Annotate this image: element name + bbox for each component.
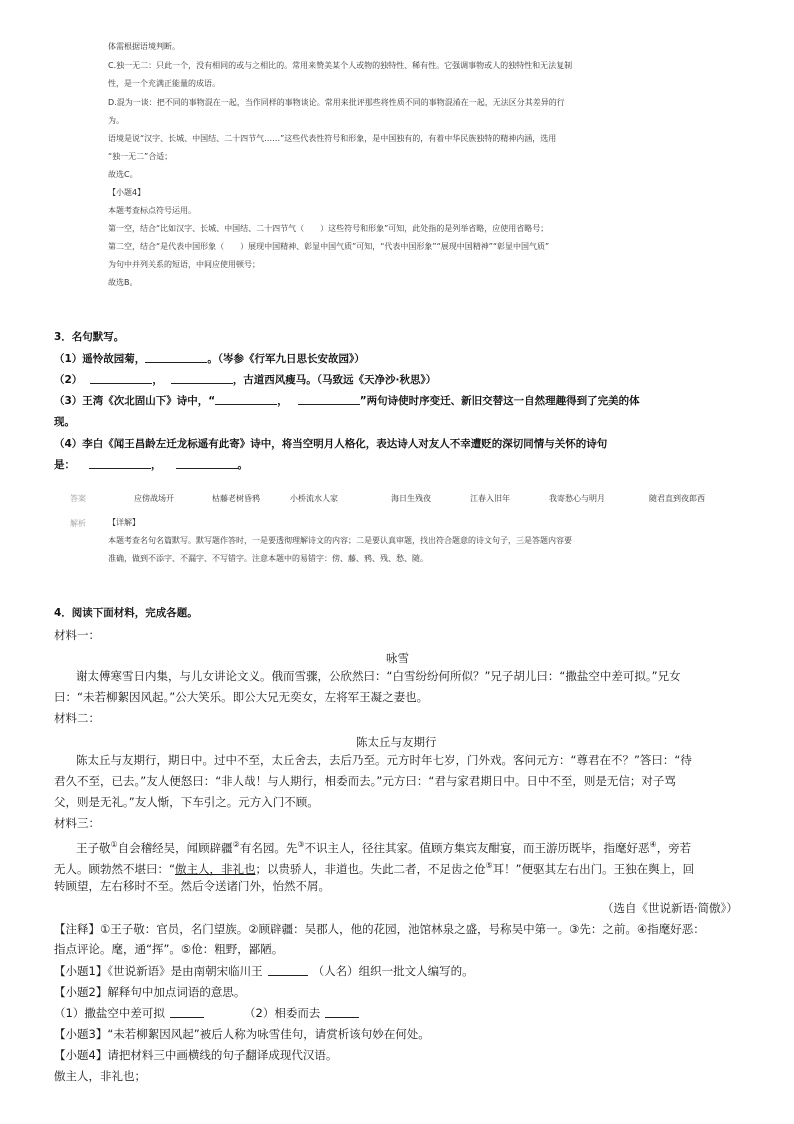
analysis-line: 语境是说“汉字、长城、中国结、二十四节气……”这些代表性符号和形象，是中国独有的，有着中华民族独特的精神内涵，选用 xyxy=(108,134,557,143)
material-3-line: 王子敬①自会稽经吴，闻顾辟疆②有名园。先③不识主人，径往其家。值顾方集宾友酣宴，而王游历既毕，指麾好恶④，旁若 xyxy=(76,840,692,855)
answer-blank[interactable] xyxy=(89,458,151,469)
material-2-line: 陈太丘与友期行，期日中。过中不至，太丘舍去，去后乃至。元方时年七岁，门外戏。客问元方：“尊君在不？”答曰：“待 xyxy=(76,753,692,767)
analysis-line: 【小题4】 xyxy=(108,188,146,197)
answer-item: 江春入旧年 xyxy=(470,494,510,503)
notes-line: 【注释】①王子敬：官员，名门望族。②顾辟疆：吴郡人，他的花园，池馆林泉之盛，号称吴中第一。③先：之前。④指麾好恶： xyxy=(54,922,705,936)
subquestion-3: 【小题3】“未若柳絮因风起”被后人称为咏雪佳句，请赏析该句妙在何处。 xyxy=(54,1027,430,1041)
note-marker: ① xyxy=(110,840,118,849)
analysis-line: D.混为一谈：把不同的事物混在一起，当作同样的事物谈论。常用来批评那些将性质不同的事物混淆在一起，无法区分其差异的行 xyxy=(108,98,565,107)
analysis-line: 故选B。 xyxy=(108,278,138,287)
subquestion-1: 【小题1】《世说新语》是由南朝宋临川王 （人名）组织一批文人编写的。 xyxy=(54,964,474,978)
analysis-line: 故选C。 xyxy=(108,170,138,179)
answer-item: 枯藤老树昏鸦 xyxy=(212,494,260,503)
analysis-line: 为。 xyxy=(108,116,124,125)
subquestion-2-item-2: （2）相委而去 xyxy=(244,1005,359,1022)
analysis-line: 准确，做到不添字、不漏字、不写错字。注意本题中的易错字：傍、藤、鸦、残、愁、随。 xyxy=(108,554,428,563)
answer-blank[interactable] xyxy=(176,458,238,469)
analysis-line: 本题考查标点符号运用。 xyxy=(108,206,196,215)
q3-line-3: （3）王湾《次北固山下》诗中，“ ， ”两句诗使时序变迁、新旧交替这一自然理趣得到了完美的体 xyxy=(54,395,640,407)
note-marker: ⑤ xyxy=(485,861,493,870)
q3-line-4b: 是： ， 。 xyxy=(54,459,248,471)
q3-line-2: （2） ， ，古道西风瘦马。（马致远《天净沙·秋思》） xyxy=(54,374,437,386)
answer-blank[interactable] xyxy=(90,373,152,384)
answer-blank[interactable] xyxy=(325,1007,359,1018)
subquestion-4-sentence: 傲主人，非礼也； xyxy=(54,1069,146,1083)
q3-line-4: （4）李白《闻王昌龄左迁龙标遥有此寄》诗中，将当空明月人格化，表达诗人对友人不幸遭贬的深切同情与关怀的诗句 xyxy=(54,438,608,450)
source-citation: （选自《世说新语·简傲》） xyxy=(602,901,738,915)
answer-item: 小桥流水人家 xyxy=(290,494,338,503)
underlined-sentence: 傲主人，非礼也 xyxy=(174,861,256,876)
answer-blank[interactable] xyxy=(298,394,360,405)
material-3-label: 材料三： xyxy=(54,816,100,830)
answer-blank[interactable] xyxy=(171,373,233,384)
answer-blank[interactable] xyxy=(268,965,308,976)
analysis-line: 第一空，结合“比如汉字、长城、中国结、二十四节气（ ）这些符号和形象”可知，此处指的是列举省略，应使用省略号； xyxy=(108,224,549,233)
answer-label: 答案 xyxy=(70,494,86,503)
analysis-line: C.独一无二：只此一个，没有相同的或与之相比的。常用来赞美某个人或物的独特性、稀有性。它强调事物或人的独特性和无法复制 xyxy=(108,61,573,70)
material-2-line: 父，则是无礼。”友人惭，下车引之。元方入门不顾。 xyxy=(54,795,319,809)
material-2-line: 君久不至，已去。”友人便怒曰：“非人哉！与人期行，相委而去。”元方曰：“君与家君期日中。日中不至，则是无信；对子骂 xyxy=(54,774,676,788)
q3-line-3b: 现。 xyxy=(54,416,75,428)
material-2-title: 陈太丘与友期行 xyxy=(356,735,437,749)
material-1-line: 曰：“未若柳絮因风起。”公大笑乐。即公大兄无奕女，左将军王凝之妻也。 xyxy=(54,690,429,704)
analysis-line: 为句中并列关系的短语，中间应使用顿号； xyxy=(108,260,260,269)
note-marker: ④ xyxy=(649,840,657,849)
analysis-line: 体需根据语境判断。 xyxy=(108,42,180,51)
analysis-line: “独一无二”合适； xyxy=(108,152,173,161)
note-marker: ② xyxy=(232,840,240,849)
subquestion-4: 【小题4】请把材料三中画横线的句子翻译成现代汉语。 xyxy=(54,1048,338,1062)
question-4-title: 4．阅读下面材料，完成各题。 xyxy=(54,607,198,619)
answer-blank[interactable] xyxy=(145,352,207,363)
question-3-title: 3．名句默写。 xyxy=(54,331,125,343)
material-2-label: 材料二： xyxy=(54,711,100,725)
analysis-line: 性，是一个充满正能量的成语。 xyxy=(108,79,220,88)
answer-item: 随君直到夜郎西 xyxy=(649,494,705,503)
answer-item: 海日生残夜 xyxy=(391,494,431,503)
answer-item: 我寄愁心与明月 xyxy=(549,494,605,503)
material-1-line: 谢太傅寒雪日内集，与儿女讲论文义。俄而雪骤，公欣然曰：“白雪纷纷何所似？”兄子胡儿曰：“撒盐空中差可拟。”兄女 xyxy=(76,669,681,683)
analysis-line: 本题考查名句名篇默写。默写题作答时，一是要透彻理解诗文的内容；二是要认真审题，找出符合题意的诗文句子，三是答题内容要 xyxy=(108,536,572,545)
material-1-label: 材料一： xyxy=(54,628,100,642)
note-marker: ③ xyxy=(297,840,305,849)
notes-line: 指点评论。麾，通“挥”。⑤伧：粗野，鄙陋。 xyxy=(54,942,284,956)
subquestion-2: 【小题2】解释句中加点词语的意思。 xyxy=(54,985,246,999)
analysis-label: 解析 xyxy=(70,519,86,528)
q3-line-1: （1）遥怜故园菊， 。（岑参《行军九日思长安故园》） xyxy=(54,353,365,365)
subquestion-2-item-1: （1）撒盐空中差可拟 xyxy=(54,1005,204,1022)
material-3-line: 转顾望，左右移时不至。然后令送诸门外，怡然不屑。 xyxy=(54,879,330,893)
answer-blank[interactable] xyxy=(170,1007,204,1018)
analysis-line: 【详解】 xyxy=(108,518,140,527)
answer-item: 应傍战场开 xyxy=(134,494,174,503)
answer-blank[interactable] xyxy=(215,394,277,405)
material-1-title: 咏雪 xyxy=(386,651,409,665)
analysis-line: 第二空，结合“是代表中国形象（ ）展现中国精神、彰显中国气质”可知，“代表中国形象”“展现中国精神”“彰显中国气质” xyxy=(108,242,550,251)
material-3-line: 无人。顾勃然不堪曰：“傲主人，非礼也；以贵骄人，非道也。失此二者，不足齿之伧⑤耳！”便驱其左右出门。王独在舆上，回 xyxy=(54,861,695,876)
